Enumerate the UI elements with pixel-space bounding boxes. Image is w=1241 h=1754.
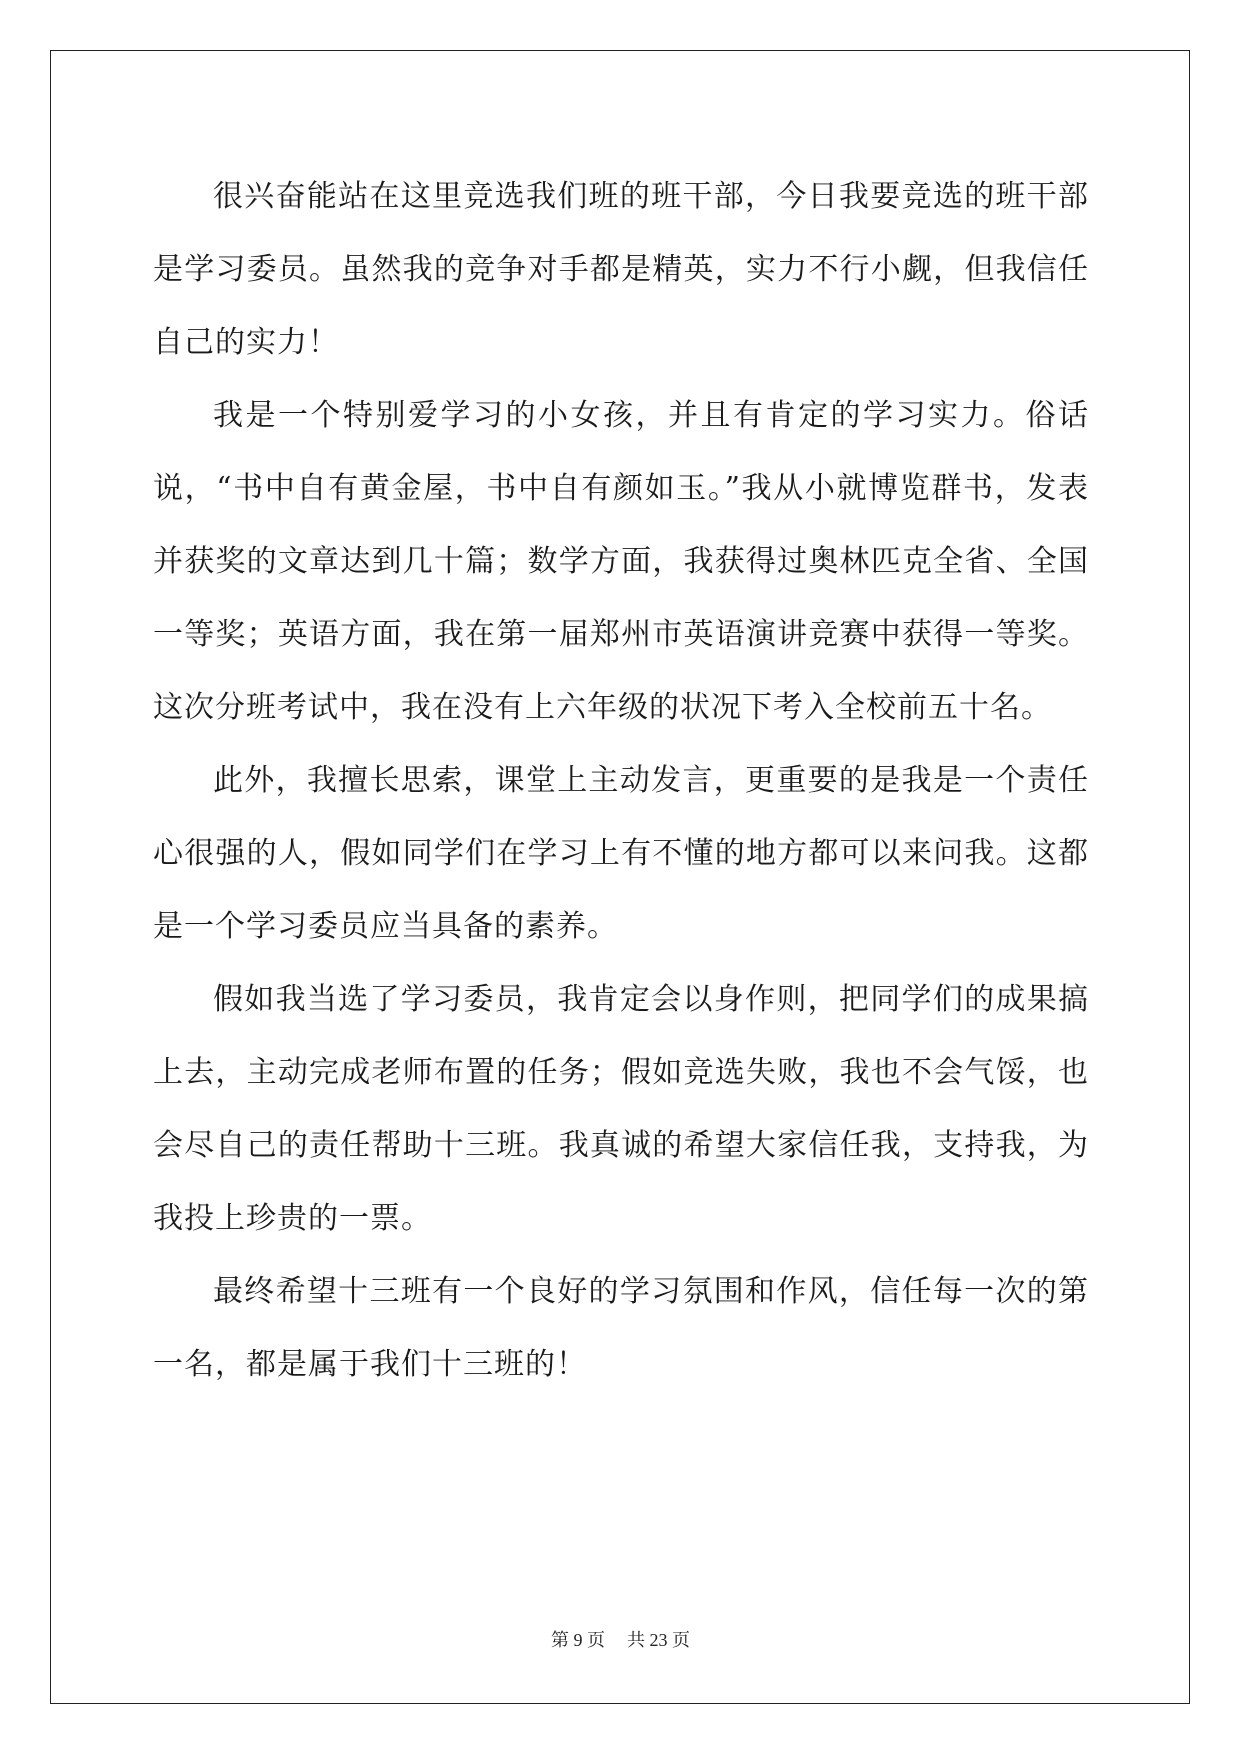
page-total: 共 23 页 bbox=[627, 1630, 690, 1650]
paragraph-5: 最终希望十三班有一个良好的学习氛围和作风，信任每一次的第一名，都是属于我们十三班的！ bbox=[153, 1274, 1089, 1382]
page-footer bbox=[0, 1626, 1241, 1652]
page-number: 第 9 页 bbox=[551, 1630, 605, 1650]
paragraph-4: 假如我当选了学习委员，我肯定会以身作则，把同学们的成果搞上去，主动完成老师布置的任务；假如竞选失败，我也不会气馁，也会尽自己的责任帮助十三班。我真诚的希望大家信任我，支持我，为我投上珍贵的一票。 bbox=[153, 982, 1089, 1236]
paragraph-2: 我是一个特别爱学习的小女孩，并且有肯定的学习实力。俗话说，“书中自有黄金屋，书中自有颜如玉。”我从小就博览群书，发表并获奖的文章达到几十篇；数学方面，我获得过奥林匹克全省、全国一等奖；英语方面，我在第一届郑州市英语演讲竞赛中获得一等奖。这次分班考试中，我在没有上六年级的状况下考入全校前五十名。 bbox=[153, 398, 1089, 725]
paragraph-3: 此外，我擅长思索，课堂上主动发言，更重要的是我是一个责任心很强的人，假如同学们在学习上有不懂的地方都可以来问我。这都是一个学习委员应当具备的素养。 bbox=[153, 763, 1089, 944]
document-body bbox=[153, 160, 1089, 1401]
paragraph-1: 很兴奋能站在这里竞选我们班的班干部，今日我要竞选的班干部是学习委员。虽然我的竞争对手都是精英，实力不行小觑，但我信任自己的实力！ bbox=[153, 179, 1089, 360]
